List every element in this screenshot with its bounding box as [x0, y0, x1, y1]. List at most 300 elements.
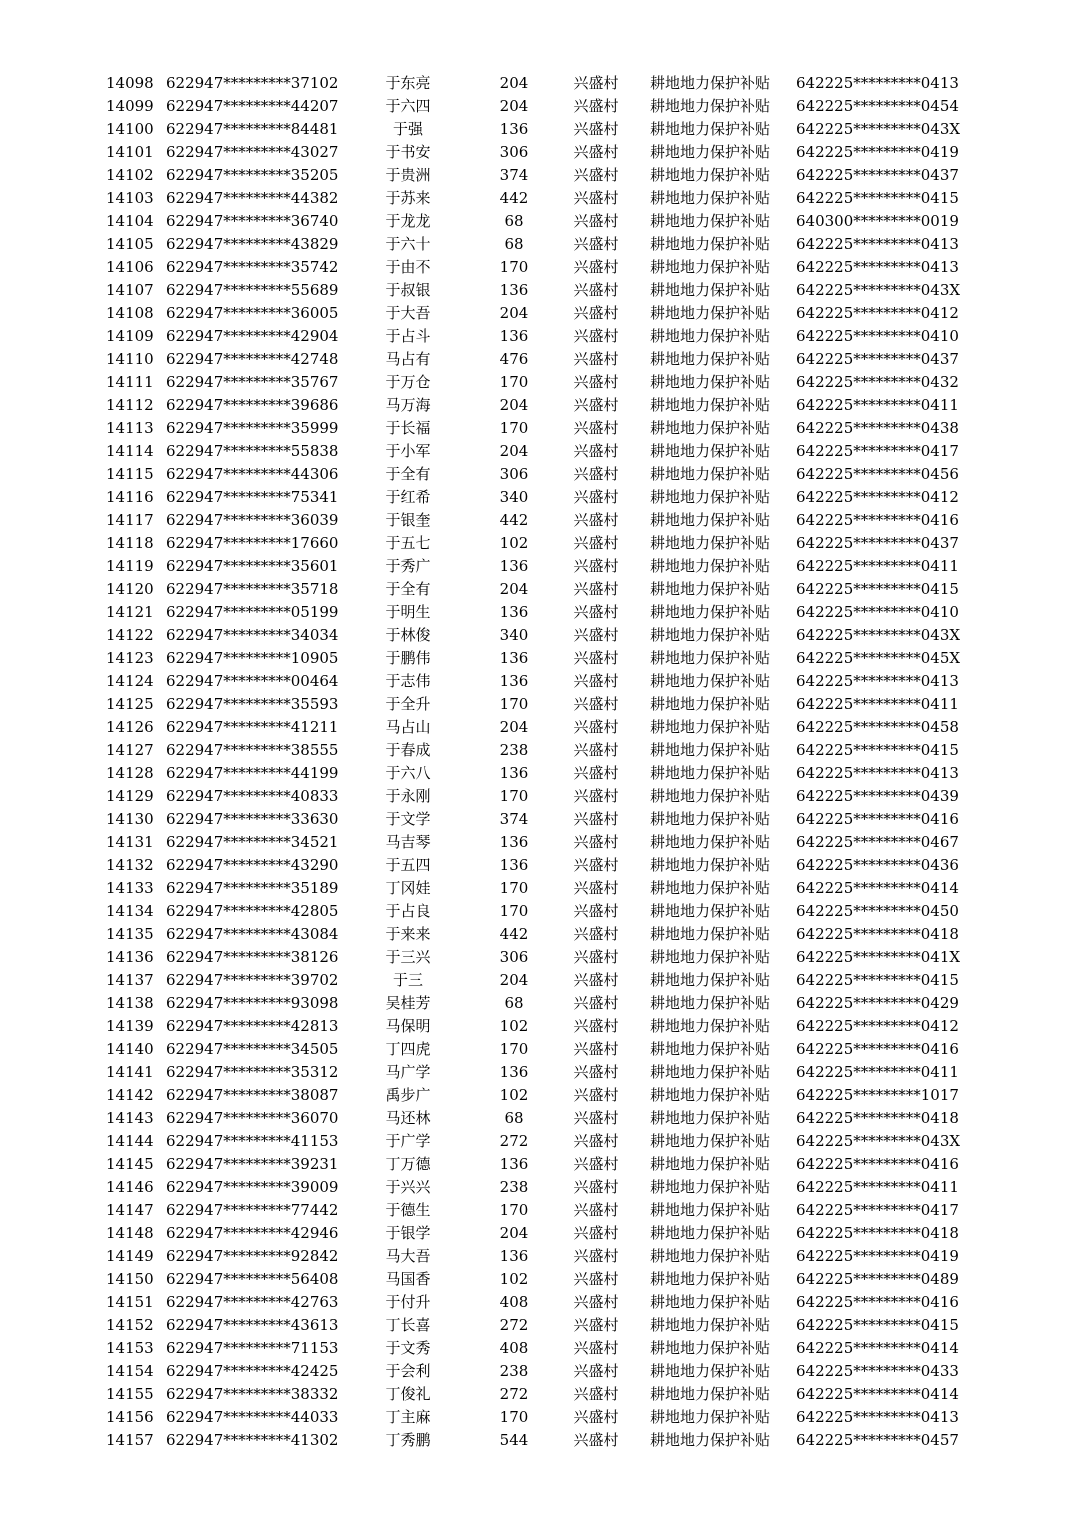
row-number: 14137 — [106, 971, 154, 989]
recipient-name: 于万仓 — [385, 373, 431, 391]
subsidy-amount: 170 — [499, 1040, 529, 1058]
village: 兴盛村 — [573, 1408, 619, 1426]
recipient-name: 马占山 — [385, 718, 431, 736]
row-number: 14116 — [106, 488, 154, 506]
subsidy-type: 耕地地力保护补贴 — [649, 1293, 770, 1311]
table-row — [0, 187, 1074, 210]
recipient-name: 于六十 — [385, 235, 431, 253]
bank-account: 622947*********42425 — [166, 1362, 339, 1380]
subsidy-type: 耕地地力保护补贴 — [649, 1316, 770, 1334]
row-number: 14144 — [106, 1132, 154, 1150]
id-number: 642225*********0410 — [796, 603, 959, 621]
bank-account: 622947*********42805 — [166, 902, 339, 920]
table-row — [0, 1038, 1074, 1061]
table-row — [0, 1383, 1074, 1406]
recipient-name: 于全升 — [385, 695, 431, 713]
table-row — [0, 1337, 1074, 1360]
village: 兴盛村 — [573, 1178, 619, 1196]
bank-account: 622947*********36005 — [166, 304, 339, 322]
row-number: 14132 — [106, 856, 154, 874]
subsidy-type: 耕地地力保护补贴 — [649, 419, 770, 437]
bank-account: 622947*********77442 — [166, 1201, 339, 1219]
subsidy-type: 耕地地力保护补贴 — [649, 120, 770, 138]
subsidy-type: 耕地地力保护补贴 — [649, 189, 770, 207]
subsidy-amount: 170 — [499, 695, 529, 713]
subsidy-type: 耕地地力保护补贴 — [649, 718, 770, 736]
recipient-name: 于来来 — [385, 925, 431, 943]
subsidy-type: 耕地地力保护补贴 — [649, 534, 770, 552]
recipient-name: 于五七 — [385, 534, 431, 552]
table-row — [0, 762, 1074, 785]
bank-account: 622947*********35601 — [166, 557, 339, 575]
id-number: 642225*********0417 — [796, 1201, 959, 1219]
id-number: 642225*********0437 — [796, 166, 959, 184]
recipient-name: 马占有 — [385, 350, 431, 368]
recipient-name: 于红希 — [385, 488, 431, 506]
subsidy-type: 耕地地力保护补贴 — [649, 373, 770, 391]
recipient-name: 于银学 — [385, 1224, 431, 1242]
table-row — [0, 1130, 1074, 1153]
table-row — [0, 1199, 1074, 1222]
table-row — [0, 394, 1074, 417]
subsidy-amount: 170 — [499, 879, 529, 897]
table-row — [0, 1406, 1074, 1429]
bank-account: 622947*********38087 — [166, 1086, 339, 1104]
village: 兴盛村 — [573, 1201, 619, 1219]
village: 兴盛村 — [573, 1155, 619, 1173]
subsidy-type: 耕地地力保护补贴 — [649, 1109, 770, 1127]
id-number: 642225*********0411 — [796, 695, 959, 713]
village: 兴盛村 — [573, 1086, 619, 1104]
bank-account: 622947*********56408 — [166, 1270, 339, 1288]
id-number: 642225*********0413 — [796, 235, 959, 253]
recipient-name: 于六四 — [385, 97, 431, 115]
village: 兴盛村 — [573, 1224, 619, 1242]
subsidy-type: 耕地地力保护补贴 — [649, 1063, 770, 1081]
row-number: 14131 — [106, 833, 154, 851]
bank-account: 622947*********44382 — [166, 189, 339, 207]
recipient-name: 于林俊 — [385, 626, 431, 644]
recipient-name: 丁秀鹏 — [385, 1431, 431, 1449]
recipient-name: 马万海 — [385, 396, 431, 414]
bank-account: 622947*********44306 — [166, 465, 339, 483]
id-number: 642225*********0416 — [796, 810, 959, 828]
row-number: 14108 — [106, 304, 154, 322]
recipient-name: 于永刚 — [385, 787, 431, 805]
subsidy-amount: 170 — [499, 373, 529, 391]
table-row — [0, 624, 1074, 647]
subsidy-type: 耕地地力保护补贴 — [649, 1408, 770, 1426]
recipient-name: 于五四 — [385, 856, 431, 874]
bank-account: 622947*********55838 — [166, 442, 339, 460]
table-row — [0, 1291, 1074, 1314]
row-number: 14098 — [106, 74, 154, 92]
id-number: 642225*********0432 — [796, 373, 959, 391]
subsidy-amount: 68 — [504, 1109, 524, 1127]
subsidy-amount: 102 — [499, 1086, 529, 1104]
id-number: 642225*********0439 — [796, 787, 959, 805]
row-number: 14118 — [106, 534, 154, 552]
subsidy-type: 耕地地力保护补贴 — [649, 1247, 770, 1265]
village: 兴盛村 — [573, 1431, 619, 1449]
subsidy-amount: 136 — [499, 764, 529, 782]
village: 兴盛村 — [573, 856, 619, 874]
id-number: 642225*********0415 — [796, 580, 959, 598]
row-number: 14122 — [106, 626, 154, 644]
table-row — [0, 877, 1074, 900]
subsidy-amount: 306 — [499, 465, 529, 483]
bank-account: 622947*********35742 — [166, 258, 339, 276]
table-row — [0, 601, 1074, 624]
table-row — [0, 1245, 1074, 1268]
bank-account: 622947*********35189 — [166, 879, 339, 897]
subsidy-amount: 544 — [499, 1431, 529, 1449]
recipient-name: 于占斗 — [385, 327, 431, 345]
village: 兴盛村 — [573, 396, 619, 414]
id-number: 642225*********0456 — [796, 465, 959, 483]
subsidy-type: 耕地地力保护补贴 — [649, 764, 770, 782]
id-number: 642225*********0411 — [796, 396, 959, 414]
table-row — [0, 693, 1074, 716]
id-number: 642225*********0450 — [796, 902, 959, 920]
bank-account: 622947*********40833 — [166, 787, 339, 805]
subsidy-type: 耕地地力保护补贴 — [649, 212, 770, 230]
subsidy-amount: 340 — [499, 626, 529, 644]
village: 兴盛村 — [573, 258, 619, 276]
subsidy-amount: 136 — [499, 557, 529, 575]
subsidy-type: 耕地地力保护补贴 — [649, 258, 770, 276]
id-number: 640300*********0019 — [796, 212, 959, 230]
subsidy-amount: 204 — [499, 971, 529, 989]
table-row — [0, 486, 1074, 509]
recipient-name: 于六八 — [385, 764, 431, 782]
bank-account: 622947*********35312 — [166, 1063, 339, 1081]
id-number: 642225*********0411 — [796, 1063, 959, 1081]
subsidy-amount: 136 — [499, 327, 529, 345]
row-number: 14109 — [106, 327, 154, 345]
bank-account: 622947*********42904 — [166, 327, 339, 345]
recipient-name: 于付升 — [385, 1293, 431, 1311]
village: 兴盛村 — [573, 419, 619, 437]
bank-account: 622947*********44207 — [166, 97, 339, 115]
village: 兴盛村 — [573, 1316, 619, 1334]
id-number: 642225*********0433 — [796, 1362, 959, 1380]
village: 兴盛村 — [573, 511, 619, 529]
subsidy-amount: 238 — [499, 1178, 529, 1196]
village: 兴盛村 — [573, 442, 619, 460]
subsidy-amount: 442 — [499, 511, 529, 529]
recipient-name: 于叔银 — [385, 281, 431, 299]
village: 兴盛村 — [573, 1063, 619, 1081]
id-number: 642225*********0467 — [796, 833, 959, 851]
subsidy-type: 耕地地力保护补贴 — [649, 1086, 770, 1104]
row-number: 14107 — [106, 281, 154, 299]
bank-account: 622947*********44199 — [166, 764, 339, 782]
recipient-name: 于银奎 — [385, 511, 431, 529]
row-number: 14136 — [106, 948, 154, 966]
subsidy-type: 耕地地力保护补贴 — [649, 488, 770, 506]
id-number: 642225*********0454 — [796, 97, 959, 115]
id-number: 642225*********0412 — [796, 1017, 959, 1035]
village: 兴盛村 — [573, 603, 619, 621]
table-row — [0, 923, 1074, 946]
recipient-name: 于文学 — [385, 810, 431, 828]
subsidy-type: 耕地地力保护补贴 — [649, 465, 770, 483]
table-row — [0, 1314, 1074, 1337]
table-row — [0, 509, 1074, 532]
subsidy-type: 耕地地力保护补贴 — [649, 695, 770, 713]
subsidy-type: 耕地地力保护补贴 — [649, 603, 770, 621]
recipient-name: 丁四虎 — [385, 1040, 431, 1058]
recipient-name: 马还林 — [385, 1109, 431, 1127]
id-number: 642225*********0436 — [796, 856, 959, 874]
village: 兴盛村 — [573, 810, 619, 828]
table-row — [0, 141, 1074, 164]
subsidy-amount: 102 — [499, 534, 529, 552]
id-number: 642225*********0437 — [796, 350, 959, 368]
table-row — [0, 348, 1074, 371]
subsidy-amount: 408 — [499, 1293, 529, 1311]
table-row — [0, 785, 1074, 808]
subsidy-amount: 136 — [499, 603, 529, 621]
recipient-name: 于苏来 — [385, 189, 431, 207]
bank-account: 622947*********43084 — [166, 925, 339, 943]
subsidy-amount: 170 — [499, 1201, 529, 1219]
recipient-name: 于占良 — [385, 902, 431, 920]
row-number: 14138 — [106, 994, 154, 1012]
table-row — [0, 463, 1074, 486]
recipient-name: 于广学 — [385, 1132, 431, 1150]
subsidy-amount: 204 — [499, 580, 529, 598]
subsidy-amount: 408 — [499, 1339, 529, 1357]
village: 兴盛村 — [573, 143, 619, 161]
id-number: 642225*********0413 — [796, 764, 959, 782]
subsidy-amount: 204 — [499, 718, 529, 736]
village: 兴盛村 — [573, 281, 619, 299]
subsidy-amount: 68 — [504, 235, 524, 253]
subsidy-type: 耕地地力保护补贴 — [649, 1431, 770, 1449]
village: 兴盛村 — [573, 649, 619, 667]
bank-account: 622947*********42946 — [166, 1224, 339, 1242]
village: 兴盛村 — [573, 902, 619, 920]
subsidy-type: 耕地地力保护补贴 — [649, 626, 770, 644]
table-row — [0, 233, 1074, 256]
table-row — [0, 164, 1074, 187]
bank-account: 622947*********43613 — [166, 1316, 339, 1334]
row-number: 14113 — [106, 419, 154, 437]
village: 兴盛村 — [573, 764, 619, 782]
subsidy-type: 耕地地力保护补贴 — [649, 925, 770, 943]
table-row — [0, 1176, 1074, 1199]
id-number: 642225*********043X — [796, 626, 961, 644]
row-number: 14157 — [106, 1431, 154, 1449]
bank-account: 622947*********41211 — [166, 718, 339, 736]
subsidy-amount: 170 — [499, 902, 529, 920]
recipient-name: 于东亮 — [385, 74, 431, 92]
recipient-name: 于长福 — [385, 419, 431, 437]
recipient-name: 丁冈娃 — [385, 879, 431, 897]
village: 兴盛村 — [573, 580, 619, 598]
village: 兴盛村 — [573, 695, 619, 713]
row-number: 14102 — [106, 166, 154, 184]
table-row — [0, 1015, 1074, 1038]
subsidy-amount: 170 — [499, 419, 529, 437]
subsidy-amount: 306 — [499, 143, 529, 161]
subsidy-table — [0, 72, 1074, 1452]
recipient-name: 马大吾 — [385, 1247, 431, 1265]
bank-account: 622947*********05199 — [166, 603, 339, 621]
recipient-name: 于由不 — [385, 258, 431, 276]
subsidy-amount: 136 — [499, 649, 529, 667]
subsidy-type: 耕地地力保护补贴 — [649, 97, 770, 115]
row-number: 14150 — [106, 1270, 154, 1288]
table-row — [0, 831, 1074, 854]
id-number: 642225*********0417 — [796, 442, 959, 460]
village: 兴盛村 — [573, 971, 619, 989]
subsidy-type: 耕地地力保护补贴 — [649, 74, 770, 92]
table-row — [0, 279, 1074, 302]
table-row — [0, 210, 1074, 233]
village: 兴盛村 — [573, 718, 619, 736]
row-number: 14140 — [106, 1040, 154, 1058]
subsidy-type: 耕地地力保护补贴 — [649, 166, 770, 184]
village: 兴盛村 — [573, 212, 619, 230]
id-number: 642225*********0414 — [796, 1339, 959, 1357]
table-row — [0, 417, 1074, 440]
table-row — [0, 716, 1074, 739]
recipient-name: 马吉琴 — [385, 833, 431, 851]
village: 兴盛村 — [573, 1247, 619, 1265]
bank-account: 622947*********10905 — [166, 649, 339, 667]
bank-account: 622947*********35767 — [166, 373, 339, 391]
village: 兴盛村 — [573, 741, 619, 759]
recipient-name: 于三兴 — [385, 948, 431, 966]
subsidy-type: 耕地地力保护补贴 — [649, 1017, 770, 1035]
bank-account: 622947*********39009 — [166, 1178, 339, 1196]
subsidy-amount: 102 — [499, 1270, 529, 1288]
id-number: 642225*********1017 — [796, 1086, 959, 1104]
bank-account: 622947*********41153 — [166, 1132, 339, 1150]
subsidy-type: 耕地地力保护补贴 — [649, 856, 770, 874]
subsidy-amount: 374 — [499, 810, 529, 828]
id-number: 642225*********0419 — [796, 143, 959, 161]
table-row — [0, 1268, 1074, 1291]
row-number: 14133 — [106, 879, 154, 897]
subsidy-type: 耕地地力保护补贴 — [649, 304, 770, 322]
subsidy-type: 耕地地力保护补贴 — [649, 672, 770, 690]
subsidy-amount: 136 — [499, 120, 529, 138]
row-number: 14156 — [106, 1408, 154, 1426]
row-number: 14106 — [106, 258, 154, 276]
id-number: 642225*********0413 — [796, 1408, 959, 1426]
village: 兴盛村 — [573, 235, 619, 253]
village: 兴盛村 — [573, 120, 619, 138]
table-row — [0, 969, 1074, 992]
row-number: 14145 — [106, 1155, 154, 1173]
table-row — [0, 325, 1074, 348]
row-number: 14121 — [106, 603, 154, 621]
recipient-name: 马保明 — [385, 1017, 431, 1035]
subsidy-amount: 136 — [499, 833, 529, 851]
subsidy-type: 耕地地力保护补贴 — [649, 1385, 770, 1403]
subsidy-type: 耕地地力保护补贴 — [649, 1224, 770, 1242]
village: 兴盛村 — [573, 1017, 619, 1035]
subsidy-amount: 374 — [499, 166, 529, 184]
subsidy-amount: 136 — [499, 1247, 529, 1265]
table-row — [0, 1084, 1074, 1107]
village: 兴盛村 — [573, 1270, 619, 1288]
village: 兴盛村 — [573, 465, 619, 483]
bank-account: 622947*********93098 — [166, 994, 339, 1012]
id-number: 642225*********0437 — [796, 534, 959, 552]
subsidy-type: 耕地地力保护补贴 — [649, 1339, 770, 1357]
recipient-name: 于全有 — [385, 465, 431, 483]
subsidy-amount: 476 — [499, 350, 529, 368]
recipient-name: 于明生 — [385, 603, 431, 621]
subsidy-type: 耕地地力保护补贴 — [649, 235, 770, 253]
row-number: 14123 — [106, 649, 154, 667]
bank-account: 622947*********42763 — [166, 1293, 339, 1311]
recipient-name: 禹步广 — [385, 1086, 431, 1104]
id-number: 642225*********0416 — [796, 1155, 959, 1173]
recipient-name: 于秀广 — [385, 557, 431, 575]
id-number: 642225*********0412 — [796, 304, 959, 322]
table-row — [0, 118, 1074, 141]
table-row — [0, 739, 1074, 762]
subsidy-type: 耕地地力保护补贴 — [649, 902, 770, 920]
row-number: 14105 — [106, 235, 154, 253]
bank-account: 622947*********35593 — [166, 695, 339, 713]
id-number: 642225*********0489 — [796, 1270, 959, 1288]
table-row — [0, 256, 1074, 279]
id-number: 642225*********043X — [796, 281, 961, 299]
bank-account: 622947*********42813 — [166, 1017, 339, 1035]
subsidy-type: 耕地地力保护补贴 — [649, 1201, 770, 1219]
row-number: 14101 — [106, 143, 154, 161]
subsidy-amount: 204 — [499, 304, 529, 322]
row-number: 14152 — [106, 1316, 154, 1334]
table-row — [0, 1153, 1074, 1176]
row-number: 14128 — [106, 764, 154, 782]
id-number: 642225*********0418 — [796, 925, 959, 943]
row-number: 14120 — [106, 580, 154, 598]
village: 兴盛村 — [573, 833, 619, 851]
bank-account: 622947*********35205 — [166, 166, 339, 184]
subsidy-amount: 68 — [504, 994, 524, 1012]
row-number: 14125 — [106, 695, 154, 713]
id-number: 642225*********0418 — [796, 1224, 959, 1242]
bank-account: 622947*********34505 — [166, 1040, 339, 1058]
bank-account: 622947*********17660 — [166, 534, 339, 552]
table-row — [0, 647, 1074, 670]
village: 兴盛村 — [573, 879, 619, 897]
subsidy-amount: 272 — [499, 1316, 529, 1334]
table-row — [0, 808, 1074, 831]
subsidy-amount: 442 — [499, 189, 529, 207]
village: 兴盛村 — [573, 350, 619, 368]
subsidy-amount: 68 — [504, 212, 524, 230]
id-number: 642225*********0413 — [796, 672, 959, 690]
subsidy-amount: 204 — [499, 74, 529, 92]
id-number: 642225*********0415 — [796, 1316, 959, 1334]
row-number: 14139 — [106, 1017, 154, 1035]
row-number: 14129 — [106, 787, 154, 805]
bank-account: 622947*********39686 — [166, 396, 339, 414]
village: 兴盛村 — [573, 534, 619, 552]
row-number: 14147 — [106, 1201, 154, 1219]
subsidy-type: 耕地地力保护补贴 — [649, 557, 770, 575]
village: 兴盛村 — [573, 373, 619, 391]
